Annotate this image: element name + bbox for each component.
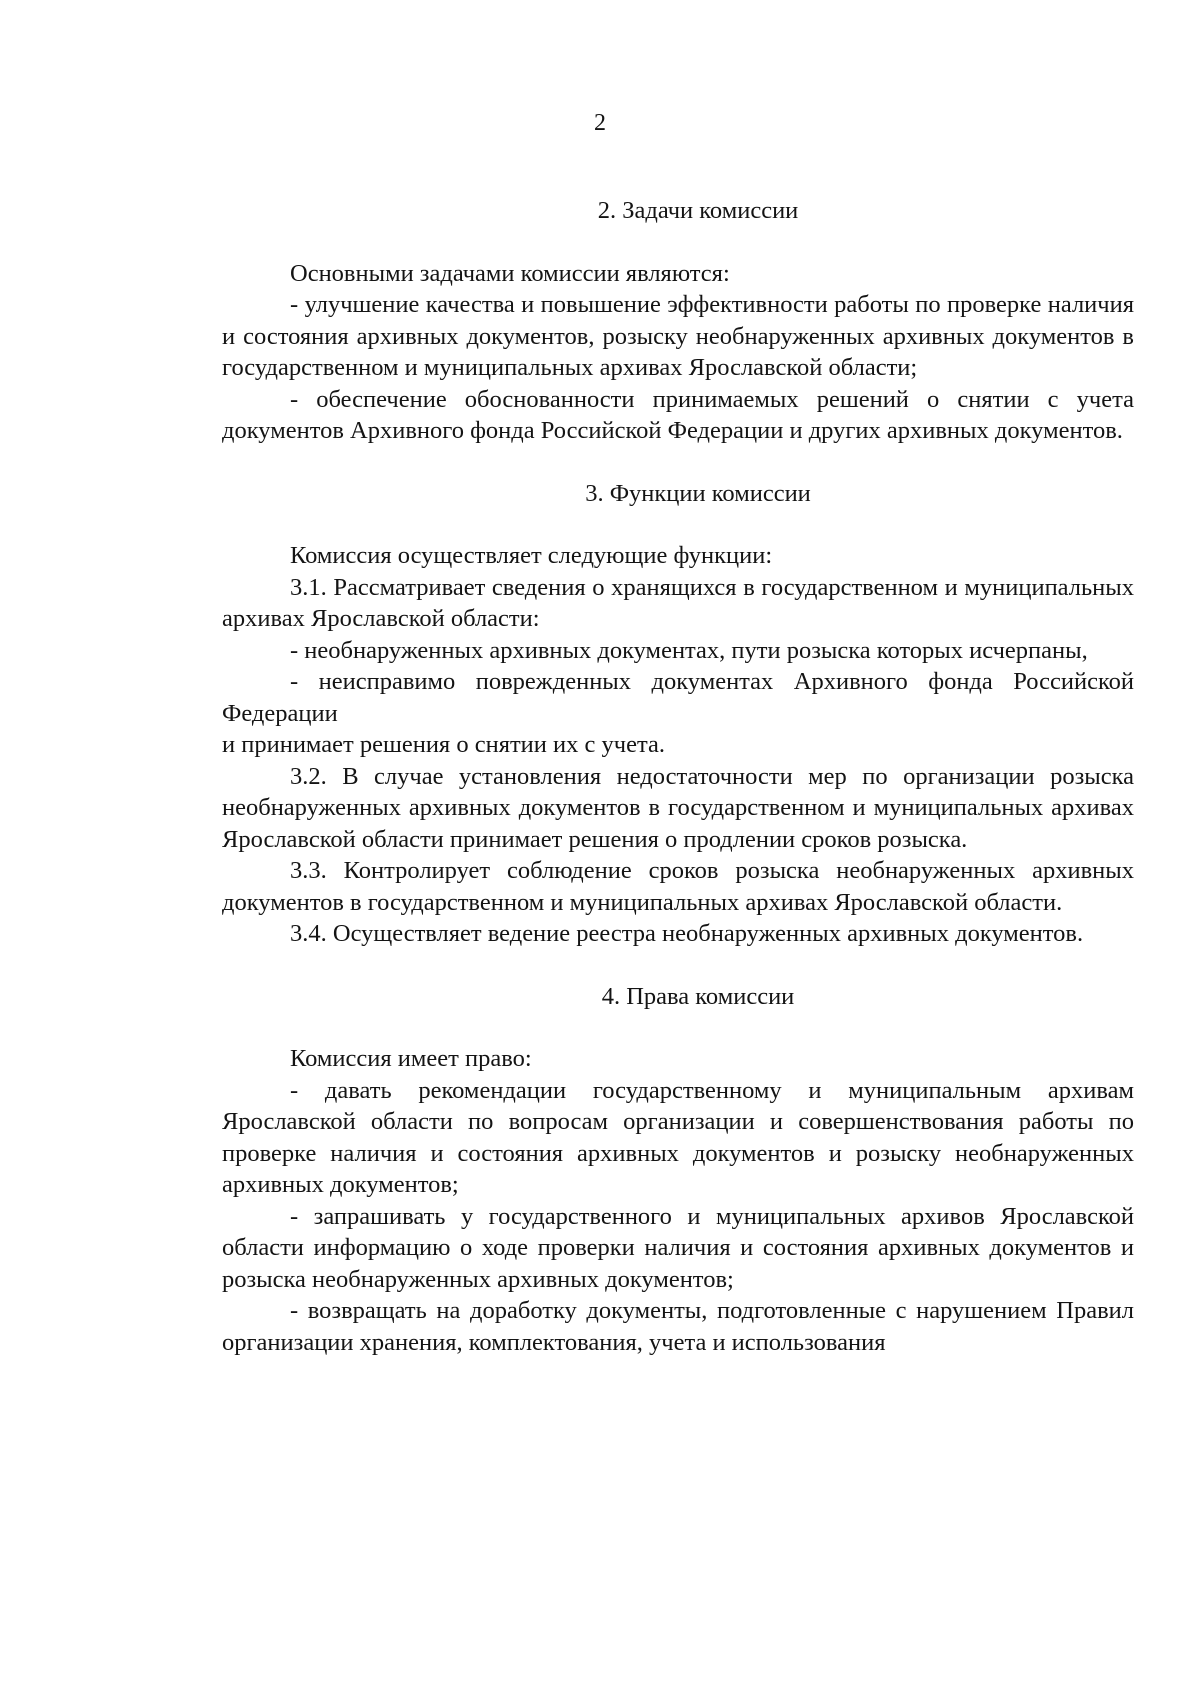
section-spacer: [222, 447, 1134, 478]
section-intro: Основными задачами комиссии являются:: [290, 259, 730, 287]
list-item: - необнаруженных архивных документах, пути розыска которых исчерпаны,: [290, 636, 1088, 664]
list-continuation: и принимает решения о снятии их с учета.: [222, 731, 665, 758]
section-functions: [222, 478, 1134, 950]
section-spacer: [222, 950, 1134, 981]
section-heading: 3. Функции комиссии: [585, 479, 811, 507]
list-item: 3.3. Контролирует соблюдение сроков розыска необнаруженных архивных документов в государственном и муниципальных архивах Ярославской области.: [222, 857, 1134, 916]
list-item: 3.4. Осуществляет ведение реестра необнаруженных архивных документов.: [290, 920, 1084, 947]
section-rights: [222, 981, 1134, 1359]
section-heading: 4. Права комиссии: [601, 982, 795, 1010]
page-number: 2: [594, 110, 606, 136]
list-item: - возвращать на доработку документы, подготовленные с нарушением Правил организации хранения, комплектования, учета и использования: [222, 1297, 1134, 1356]
list-item: - обеспечение обоснованности принимаемых решений о снятии с учета документов Архивного фонда Российской Федерации и других архивных документов.: [222, 385, 1134, 444]
section-tasks: [222, 195, 1134, 447]
list-item: 3.2. В случае установления недостаточности мер по организации розыска необнаруженных архивных документов в государственном и муниципальных архивах Ярославской области принимает решения о продлении сроков розыска.: [222, 762, 1134, 853]
list-item: - улучшение качества и повышение эффективности работы по проверке наличия и состояния архивных документов, розыску необнаруженных архивных документов в государственном и муниципальных архивах Ярославской области;: [222, 291, 1134, 381]
section-heading: 2. Задачи комиссии: [597, 197, 799, 224]
list-item: - запрашивать у государственного и муниципальных архивов Ярославской области информацию о ходе проверки наличия и состояния архивных документов и розыска необнаруженных архивных документов;: [222, 1202, 1134, 1293]
list-item: - неисправимо поврежденных документах Архивного фонда Российской Федерации: [222, 668, 1134, 727]
section-intro: Комиссия имеет право:: [290, 1045, 532, 1072]
section-intro: Комиссия осуществляет следующие функции:: [290, 542, 773, 569]
list-item: - давать рекомендации государственному и муниципальным архивам Ярославской области по вопросам организации и совершенствования работы по проверке наличия и состояния архивных документов и розыску необнаруженных архивных документов;: [222, 1076, 1134, 1198]
list-item: 3.1. Рассматривает сведения о хранящихся в государственном и муниципальных архивах Ярославской области:: [222, 573, 1134, 632]
document-body: [222, 195, 1134, 1358]
